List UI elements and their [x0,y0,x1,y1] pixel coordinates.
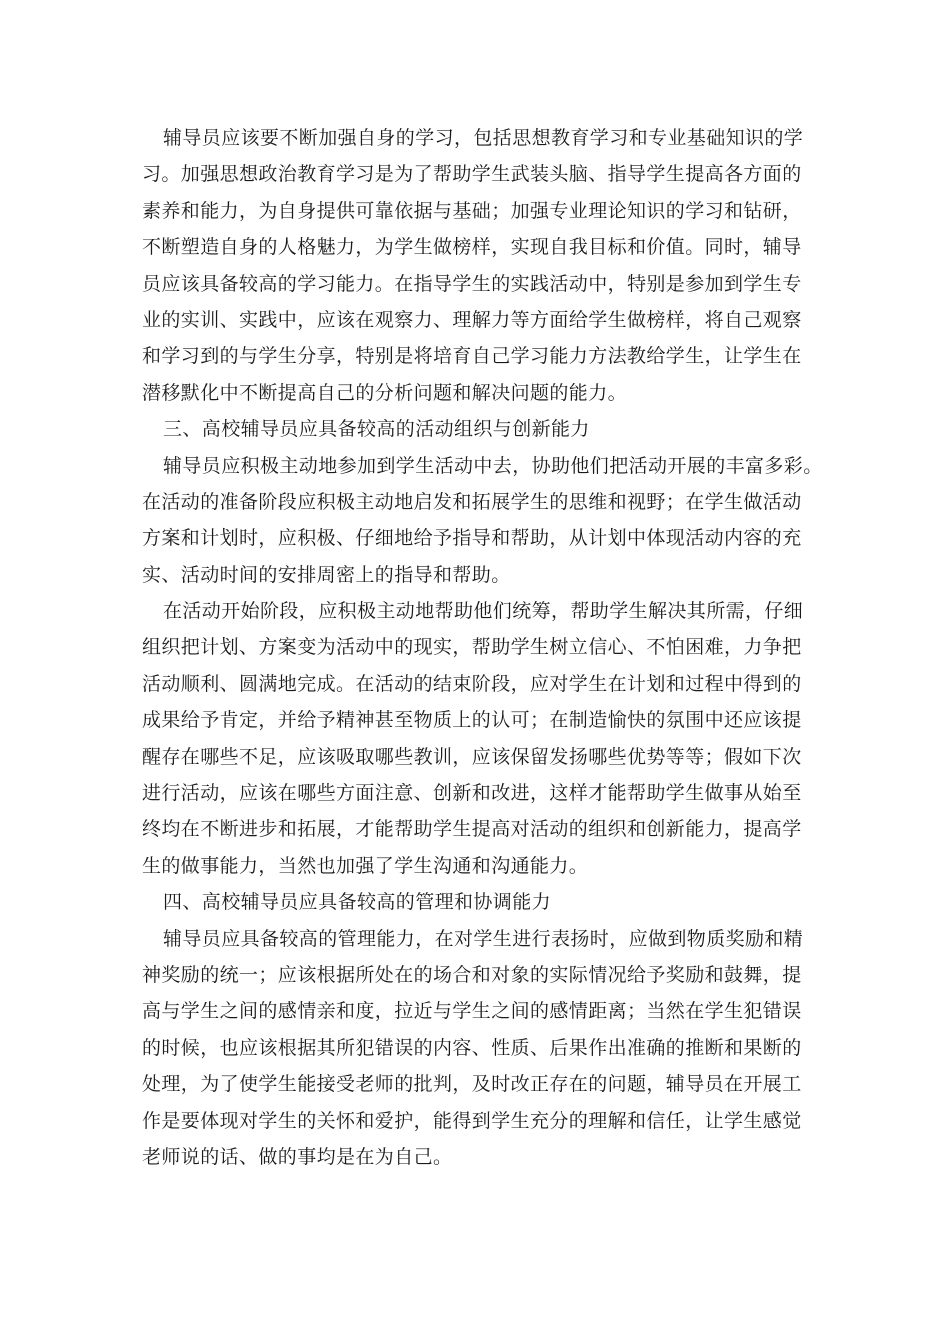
paragraph-3-line-2: 组织把计划、方案变为活动中的现实，帮助学生树立信心、不怕困难，力争把 [142,636,802,659]
paragraph-4-line-3: 高与学生之间的感情亲和度，拉近与学生之间的感情距离；当然在学生犯错误 [142,1000,802,1023]
paragraph-1-line-8: 潜移默化中不断提高自己的分析问题和解决问题的能力。 [142,381,628,404]
paragraph-3-line-1: 在活动开始阶段，应积极主动地帮助他们统筹，帮助学生解决其所需，仔细 [163,600,804,623]
paragraph-1-line-2: 习。加强思想政治教育学习是为了帮助学生武装头脑、指导学生提高各方面的 [142,163,802,186]
paragraph-2-line-3: 方案和计划时，应积极、仔细地给予指导和帮助，从计划中体现活动内容的充 [142,527,802,550]
paragraph-4-line-1: 辅导员应具备较高的管理能力，在对学生进行表扬时，应做到物质奖励和精 [163,927,804,950]
section-heading-4: 四、高校辅导员应具备较高的管理和协调能力 [163,891,552,914]
paragraph-1-line-7: 和学习到的与学生分享，特别是将培育自己学习能力方法教给学生，让学生在 [142,345,802,368]
paragraph-3-line-8: 生的做事能力，当然也加强了学生沟通和沟通能力。 [142,854,589,877]
paragraph-1-line-4: 不断塑造自身的人格魅力，为学生做榜样，实现自我目标和价值。同时，辅导 [142,236,802,259]
section-heading-3: 三、高校辅导员应具备较高的活动组织与创新能力 [163,418,590,441]
paragraph-1-line-3: 素养和能力，为自身提供可靠依据与基础；加强专业理论知识的学习和钻研， [142,199,802,222]
paragraph-2-line-2: 在活动的准备阶段应积极主动地启发和拓展学生的思维和视野；在学生做活动 [142,490,802,513]
paragraph-4-line-6: 作是要体现对学生的关怀和爱护，能得到学生充分的理解和信任，让学生感觉 [142,1109,802,1132]
paragraph-2-line-1: 辅导员应积极主动地参加到学生活动中去，协助他们把活动开展的丰富多彩。 [163,454,823,477]
paragraph-4-line-7: 老师说的话、做的事均是在为自己。 [142,1145,453,1168]
paragraph-3-line-6: 进行活动，应该在哪些方面注意、创新和改进，这样才能帮助学生做事从始至 [142,782,802,805]
paragraph-2-line-4: 实、活动时间的安排周密上的指导和帮助。 [142,563,511,586]
paragraph-4-line-4: 的时候，也应该根据其所犯错误的内容、性质、后果作出准确的推断和果断的 [142,1036,802,1059]
paragraph-1-line-1: 辅导员应该要不断加强自身的学习，包括思想教育学习和专业基础知识的学 [163,127,804,149]
paragraph-1-line-5: 员应该具备较高的学习能力。在指导学生的实践活动中，特别是参加到学生专 [142,272,802,295]
paragraph-3-line-7: 终均在不断进步和拓展，才能帮助学生提高对活动的组织和创新能力，提高学 [142,818,802,841]
paragraph-3-line-5: 醒存在哪些不足，应该吸取哪些教训，应该保留发扬哪些优势等等；假如下次 [142,745,802,768]
paragraph-4-line-5: 处理，为了使学生能接受老师的批判，及时改正存在的问题，辅导员在开展工 [142,1073,802,1096]
paragraph-4-line-2: 神奖励的统一；应该根据所处在的场合和对象的实际情况给予奖励和鼓舞，提 [142,963,802,986]
paragraph-1-line-6: 业的实训、实践中，应该在观察力、理解力等方面给学生做榜样，将自己观察 [142,308,802,331]
document-body [142,120,823,1175]
paragraph-3-line-4: 成果给予肯定，并给予精神甚至物质上的认可；在制造愉快的氛围中还应该提 [142,709,802,732]
paragraph-3-line-3: 活动顺利、圆满地完成。在活动的结束阶段，应对学生在计划和过程中得到的 [142,672,802,695]
